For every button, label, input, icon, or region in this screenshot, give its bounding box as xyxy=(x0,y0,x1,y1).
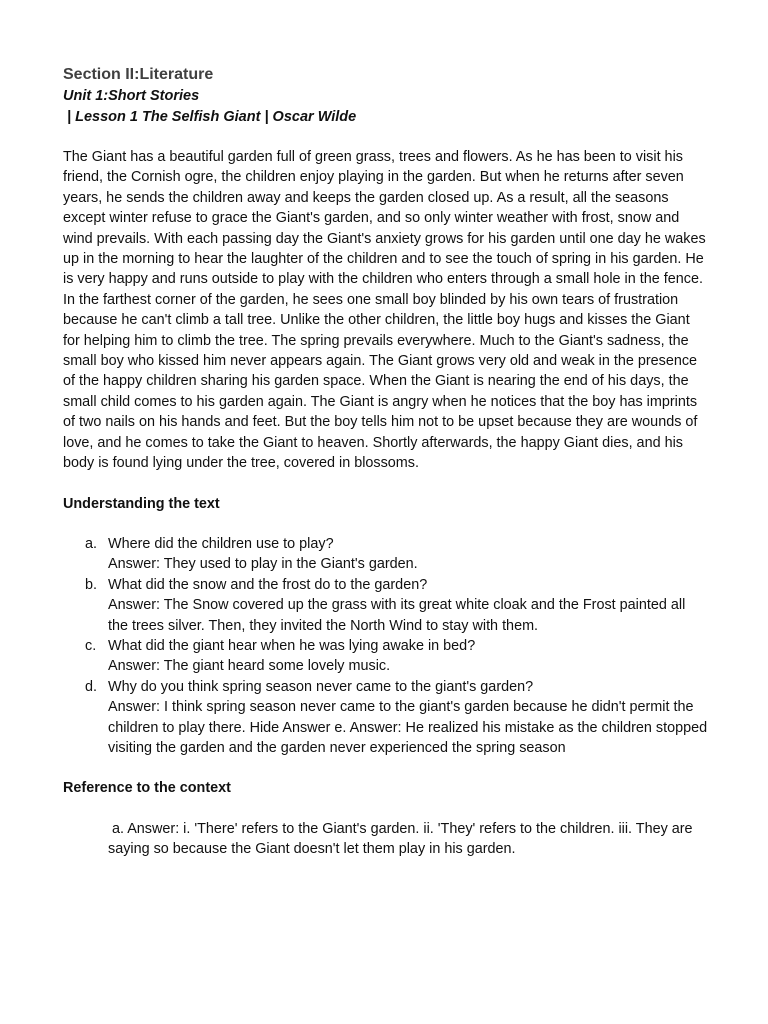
question-text: Where did the children use to play? xyxy=(108,535,334,552)
unit-title: Unit 1:Short Stories xyxy=(63,88,200,104)
question-text: What did the snow and the frost do to the garden? xyxy=(108,576,428,593)
question-marker: d. xyxy=(85,678,98,695)
reference-answer: a. Answer: i. 'There' refers to the Giant's garden. ii. 'They' refers to the children. iii. They are saying so because the Giant doesn't let them play in his garden. xyxy=(108,820,697,858)
question-item-a xyxy=(63,534,708,575)
lesson-title: | Lesson 1 The Selfish Giant | Oscar Wilde xyxy=(63,109,357,125)
answer-text: Answer: They used to play in the Giant's garden. xyxy=(108,556,418,573)
answer-text: Answer: The Snow covered up the grass with its great white cloak and the Frost painted all the trees silver. Then, they invited the North Wind to stay with them. xyxy=(108,597,686,634)
question-marker: b. xyxy=(85,576,98,593)
question-marker: a. xyxy=(85,535,98,552)
story-summary: The Giant has a beautiful garden full of green grass, trees and flowers. As he has been to visit his friend, the Cornish ogre, the children enjoy playing in the garden. But when he returns after seven years, he sends the children away and keeps the garden closed up. As a result, all the seasons except winter refuse to grace the Giant's garden, and so only winter weather with frost, snow and wind prevails. With each passing day the Giant's anxiety grows for his garden until one day he wakes up in the morning to hear the laughter of the children and to see the touch of spring in his garden. He is very happy and runs outside to play with the children who enters through a small hole in the fence. In the farthest corner of the garden, he sees one small boy blinded by his own tears of frustration because he can't climb a tall tree. Unlike the other children, the little boy hugs and kisses the Giant for helping him to climb the tree. The spring prevails everywhere. Much to the Giant's sadness, the small boy who kissed him never appears again. The Giant grows very old and weak in the presence of the happy children sharing his garden space. When the Giant is nearing the end of his days, the small child comes to his garden again. The Giant is angry when he notices that the boy has imprints of two nails on his hands and feet. But the boy tells him not to be upset because they are wounds of love, and he comes to take the Giant to heaven. Shortly afterwards, the happy Giant dies, and his body is found lying under the tree, covered in blossoms. xyxy=(63,149,706,472)
understanding-question-list xyxy=(63,534,708,758)
reference-heading: Reference to the context xyxy=(63,780,231,797)
section-title: Section II:Literature xyxy=(63,66,214,83)
question-item-b xyxy=(63,575,708,636)
document-page xyxy=(63,64,708,860)
answer-text: Answer: I think spring season never came to the giant's garden because he didn't permit the children to play there. Hide Answer e. Answer: He realized his mistake as the children stopped visiting the garden and the garden never experienced the spring season xyxy=(108,699,708,756)
question-text: What did the giant hear when he was lying awake in bed? xyxy=(108,637,476,654)
answer-text: Answer: The giant heard some lovely music. xyxy=(108,658,391,675)
question-item-d xyxy=(63,677,708,759)
question-marker: c. xyxy=(85,637,97,654)
question-text: Why do you think spring season never came to the giant's garden? xyxy=(108,678,534,695)
question-item-c xyxy=(63,636,708,677)
understanding-heading: Understanding the text xyxy=(63,495,220,512)
